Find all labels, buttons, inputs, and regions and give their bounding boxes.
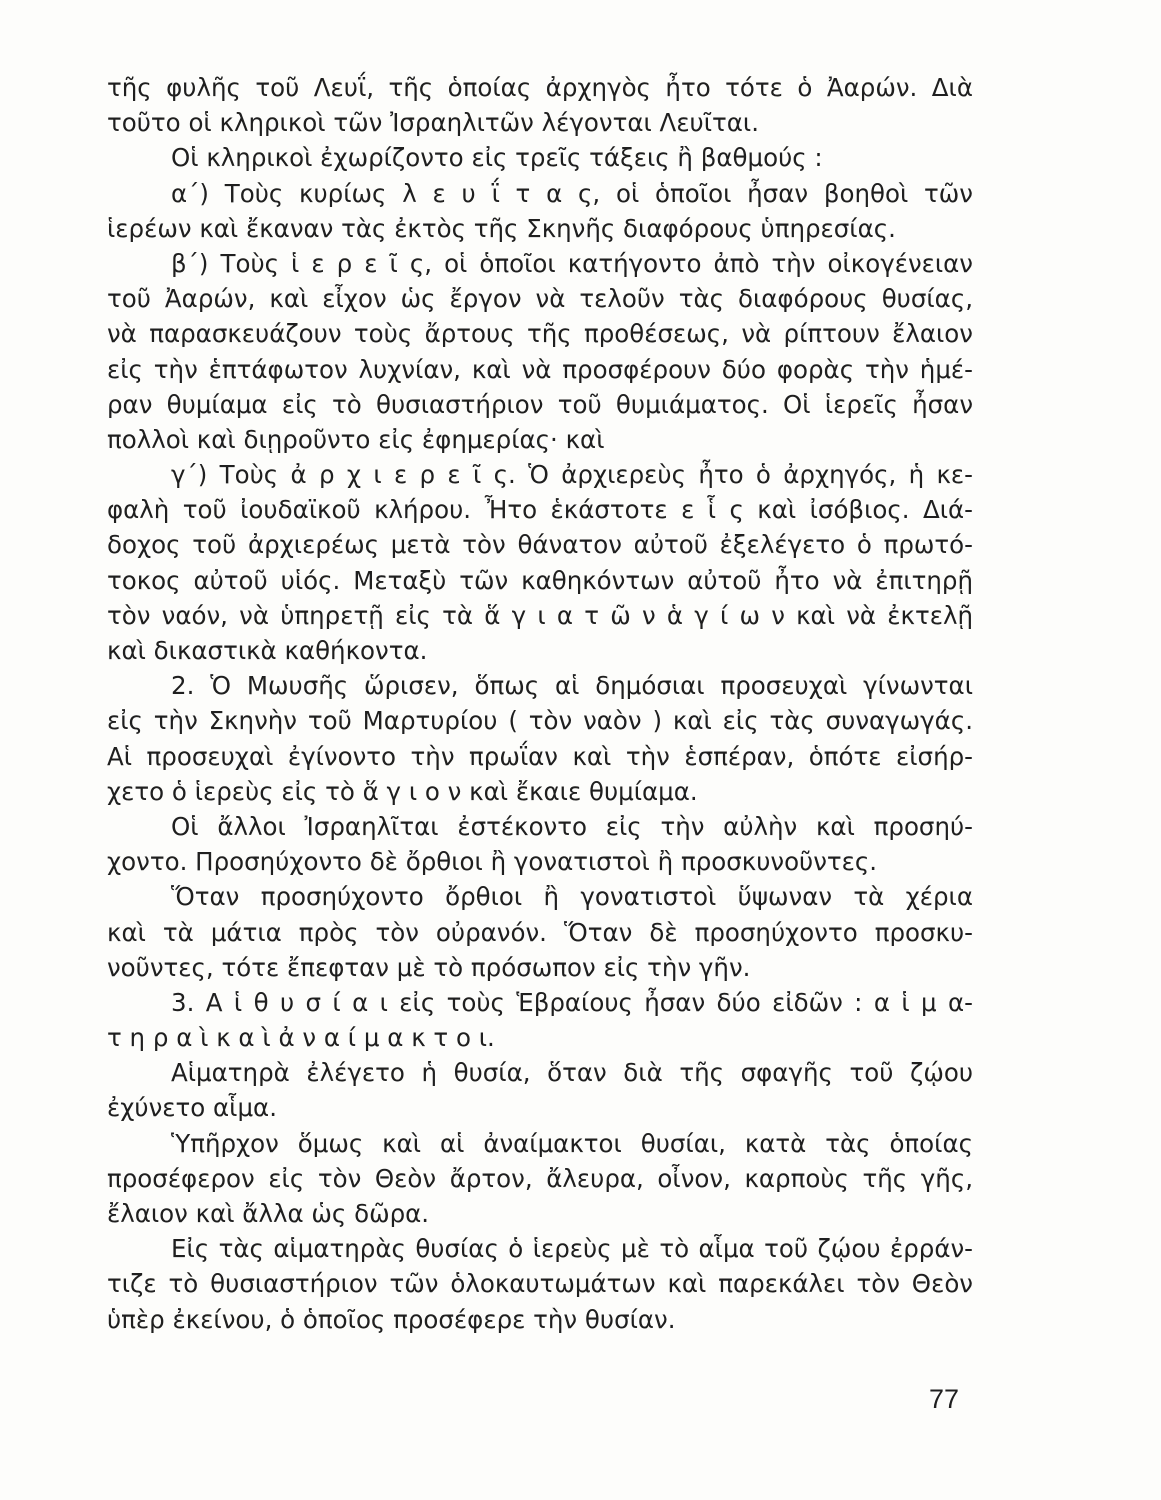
text-line: ἱερέων καὶ ἔκαναν τὰς ἐκτὸς τῆς Σκηνῆς διαφόρους ὑπηρεσίας. <box>107 213 896 243</box>
text-line: τοῦτο οἱ κληρικοὶ τῶν Ἰσραηλιτῶν λέγονται Λευῖται. <box>107 108 760 138</box>
text-line: καὶ τὰ μάτια πρὸς τὸν οὐρανόν. Ὅταν δὲ προσηύχοντο προσκυ- <box>107 917 973 947</box>
page-number: 77 <box>928 1384 959 1414</box>
text-line: Οἱ ἄλλοι Ἰσραηλῖται ἐστέκοντο εἰς τὴν αὐλὴν καὶ προσηύ- <box>171 811 973 841</box>
text-line: δοχος τοῦ ἀρχιερέως μετὰ τὸν θάνατον αὐτοῦ ἐξελέγετο ὁ πρωτό- <box>107 530 973 560</box>
text-line: χετο ὁ ἱερεὺς εἰς τὸ ἅ γ ι ο ν καὶ ἔκαιε θυμίαμα. <box>107 776 698 806</box>
text-line: ὑπὲρ ἐκείνου, ὁ ὁποῖος προσέφερε τὴν θυσίαν. <box>107 1304 676 1334</box>
text-line: τοκος αὐτοῦ υἱός. Μεταξὺ τῶν καθηκόντων αὐτοῦ ἦτο νὰ ἐπιτηρῇ <box>107 565 973 595</box>
text-line: Ὅταν προσηύχοντο ὄρθιοι ἢ γονατιστοὶ ὕψωναν τὰ χέρια <box>171 882 973 912</box>
text-line: ἔλαιον καὶ ἄλλα ὡς δῶρα. <box>107 1199 430 1228</box>
text-line: εἰς τὴν Σκηνὴν τοῦ Μαρτυρίου ( τὸν ναὸν ) καὶ εἰς τὰς συναγωγάς. <box>107 706 973 736</box>
text-line: α΄) Τοὺς κυρίως λ ε υ ΐ τ α ς, οἱ ὁποῖοι ἦσαν βοηθοὶ τῶν <box>171 178 973 208</box>
text-line: τιζε τὸ θυσιαστήριον τῶν ὁλοκαυτωμάτων καὶ παρεκάλει τὸν Θεὸν <box>107 1269 973 1299</box>
text-line: φαλὴ τοῦ ἰουδαϊκοῦ κλήρου. Ἦτο ἑκάστοτε ε ἷ ς καὶ ἰσόβιος. Διά- <box>107 495 973 525</box>
text-line: ραν θυμίαμα εἰς τὸ θυσιαστήριον τοῦ θυμιάματος. Οἱ ἱερεῖς ἦσαν <box>107 389 973 419</box>
text-line: Αἱ προσευχαὶ ἐγίνοντο τὴν πρωΐαν καὶ τὴν ἑσπέραν, ὁπότε εἰσήρ- <box>107 741 973 771</box>
text-line: πολλοὶ καὶ διῃροῦντο εἰς ἐφημερίας· καὶ <box>107 424 605 454</box>
text-line: Οἱ κληρικοὶ ἐχωρίζοντο εἰς τρεῖς τάξεις ἢ βαθμούς : <box>171 143 823 173</box>
text-line: τοῦ Ἀαρών, καὶ εἶχον ὡς ἔργον νὰ τελοῦν τὰς διαφόρους θυσίας, <box>107 284 973 314</box>
text-line: καὶ δικαστικὰ καθήκοντα. <box>107 636 428 665</box>
text-line: 2. Ὁ Μωυσῆς ὥρισεν, ὅπως αἱ δημόσιαι προσευχαὶ γίνωνται <box>171 671 973 701</box>
text-line: προσέφερον εἰς τὸν Θεὸν ἄρτον, ἄλευρα, οἶνον, καρποὺς τῆς γῆς, <box>107 1163 973 1193</box>
text-line: τ η ρ α ὶ κ α ὶ ἀ ν α ί μ α κ τ ο ι. <box>107 1023 495 1053</box>
text-line: νοῦντες, τότε ἔπεφταν μὲ τὸ πρόσωπον εἰς τὴν γῆν. <box>107 952 751 982</box>
text-line: Ὑπῆρχον ὅμως καὶ αἱ ἀναίμακτοι θυσίαι, κατὰ τὰς ὁποίας <box>171 1128 973 1158</box>
text-line: 3. Α ἱ θ υ σ ί α ι εἰς τοὺς Ἑβραίους ἦσαν δύο εἰδῶν : α ἱ μ α- <box>171 987 973 1017</box>
text-line: νὰ παρασκευάζουν τοὺς ἄρτους τῆς προθέσεως, νὰ ρίπτουν ἔλαιον <box>107 319 973 349</box>
text-line: τὸν ναόν, νὰ ὑπηρετῇ εἰς τὰ ἅ γ ι α τ ῶ ν ἁ γ ί ω ν καὶ νὰ ἐκτελῇ <box>107 600 973 630</box>
text-line: τῆς φυλῆς τοῦ Λευΐ, τῆς ὁποίας ἀρχηγὸς ἦτο τότε ὁ Ἀαρών. Διὰ <box>107 73 973 102</box>
text-line: Εἰς τὰς αἱματηρὰς θυσίας ὁ ἱερεὺς μὲ τὸ αἷμα τοῦ ζῴου ἐρράν- <box>171 1234 973 1264</box>
text-line: β΄) Τοὺς ἱ ε ρ ε ῖ ς, οἱ ὁποῖοι κατήγοντο ἀπὸ τὴν οἰκογένειαν <box>171 248 973 278</box>
text-line: Αἱματηρὰ ἐλέγετο ἡ θυσία, ὅταν διὰ τῆς σφαγῆς τοῦ ζῴου <box>171 1058 973 1088</box>
text-line: εἰς τὴν ἑπτάφωτον λυχνίαν, καὶ νὰ προσφέρουν δύο φορὰς τὴν ἡμέ- <box>107 354 973 384</box>
page-body <box>107 70 973 1337</box>
text-line: ἐχύνετο αἷμα. <box>107 1093 277 1123</box>
text-line: γ΄) Τοὺς ἀ ρ χ ι ε ρ ε ῖ ς. Ὁ ἀρχιερεὺς ἦτο ὁ ἀρχηγός, ἡ κε- <box>171 460 973 490</box>
text-line: χοντο. Προσηύχοντο δὲ ὄρθιοι ἢ γονατιστοὶ ἢ προσκυνοῦντες. <box>107 847 878 877</box>
